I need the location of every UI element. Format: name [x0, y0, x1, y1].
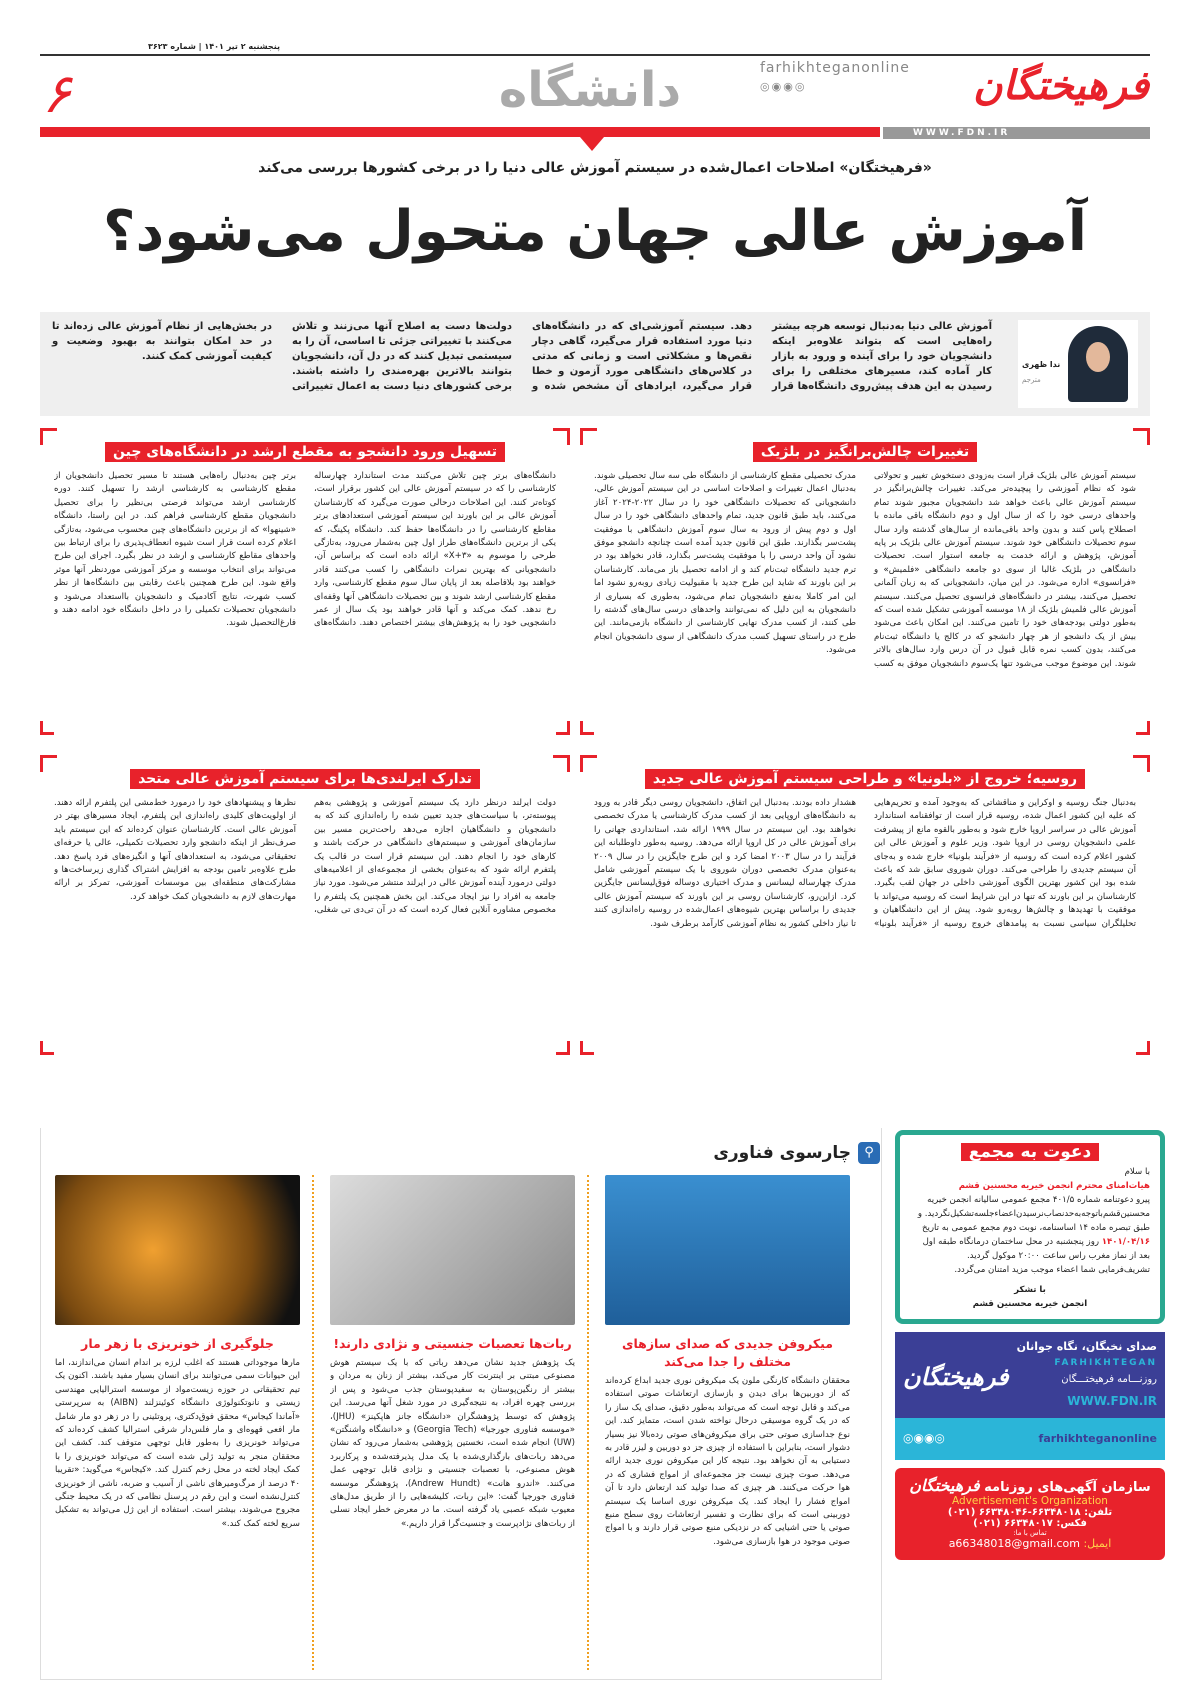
invite-addressee: هیات‌امنای محترم انجمن خیریه محسنین قشم: [958, 1181, 1150, 1191]
article-title: تغییرات چالش‌برانگیز در بلژیک: [753, 442, 977, 462]
column-divider: [312, 1175, 314, 1670]
article-russia: [580, 755, 1150, 1055]
tech-item-title: میکروفن جدیدی که صدای سازهای مختلف را جدا می‌کند: [622, 1336, 833, 1369]
article-body: به‌دنبال جنگ روسیه و اوکراین و مناقشاتی که به‌وجود آمده و تحریم‌هایی که علیه این کشور اعمال شده، روسیه قرار است از توافقنامه استاندارد آموزش عالی در سراسر اروپا خارج شود و به‌طور بالقوه مانع از پیشرفت علمی دانشجویان روسی در اروپا شود. وزیر علوم و آموزش عالی این کشور اعلام کرده است که روسیه از «فرآیند بلونیا» خارج شده و به‌جای آن سیستم جدیدی را طراحی می‌کند. دوران شوروی سابق شد که باعث شده بود این کشور بهترین الگوی آموزشی داخلی در جهان لقب بگیرد. کارشناسان بر این باورند که تنها در این شرایط است که روسیه می‌تواند با موفقیت با تهدیدها و چالش‌ها روبه‌رو شود. پیش از این دانشگاهیان و تحلیلگران سیاسی نسبت به پیامدهای خروج روسیه از «فرآیند بلونیا» هشدار داده بودند. به‌دنبال این اتفاق، دانشجویان روسی دیگر قادر به ورود به دانشگاه‌های اروپایی بعد از کسب مدرک کارشناسی یا مدرک تخصصی نخواهند بود. این سیستم در سال ۱۹۹۹ ارائه شد، استانداردی جهانی را برای آموزش عالی در کل اروپا ارائه می‌دهد. روسیه به‌طور داوطلبانه این فرآیند را در سال ۲۰۰۳ امضا کرد و این طرح جایگزین را در سال ۲۰۰۹ به‌عنوان مدرک تخصصی دوران شوروی با یک سیستم آموزشی شامل مدرک چهارساله لیسانس و مدرک اختیاری دوساله فوق‌لیسانس جایگزین کرد. ازاین‌رو، کارشناسان روسی بر این باورند که سیستم آموزش عالی جدیدی را براساس بهترین شیوه‌های اعمال‌شده در روسیه راه‌اندازی کنند تا نیاز داخلی کشور به نظام آموزشی کارآمد برطرف شود.: [594, 798, 1136, 929]
invite-title: دعوت به مجمع: [961, 1143, 1099, 1161]
agency-logo: فرهیختگان: [909, 1476, 980, 1495]
author-photo: [1068, 326, 1128, 402]
telegram-icon: ◉: [771, 80, 784, 93]
agency-fax: فکس: ۶۶۳۴۸۰۱۷ (۰۲۱): [973, 1518, 1087, 1529]
musicians-photo: [605, 1175, 850, 1325]
instagram-icon: ◎: [760, 80, 772, 93]
article-title: تسهیل ورود دانشجو به مقطع ارشد در دانشگاه‌های چین: [105, 442, 505, 462]
article-ireland: [40, 755, 570, 1055]
lead-text: آموزش عالی دنیا به‌دنبال توسعه هرچه بیشتر راه‌هایی است که بتواند علاوه‌بر اینکه دانشجویان خود را برای آینده و ورود به بازار کار آماده کند، مسیرهای مختلفی را برای رسیدن به این هدف پیش‌روی دانشگاه‌ها قرار دهد. سیستم آموزشی‌ای که در دانشگاه‌های دنیا مورد استفاده قرار می‌گیرد، گاهی دچار نقص‌ها و مشکلاتی است و زمانی که مدتی در کلاس‌های دانشگاهی مورد آزمون و خطا قرار می‌گیرد، ایرادهای آن مشخص شده و دولت‌ها دست به اصلاح آنها می‌زنند و تلاش می‌کنند با تغییراتی جزئی تا اساسی، آن را به سیستمی تبدیل کنند که در دل آن، دانشجویان بتوانند بالاترین بهره‌مندی را داشته باشند. برخی کشورهای دنیا دست به اعمال تغییراتی در بخش‌هایی از نظام آموزش عالی زده‌اند تا در حد امکان بتوانند به بهبود وضعیت و کیفیت آموزشی کمک کنند.: [52, 321, 992, 392]
invite-date: ۱۴۰۱/۰۴/۱۶: [1101, 1237, 1150, 1247]
tech-item-snake: [55, 1175, 300, 1670]
website-url: WWW.FDN.IR: [883, 127, 1150, 139]
tech-section-title: چارسوی فناوری: [713, 1143, 851, 1163]
invite-text: روز پنجشنبه در محل ساختمان درمانگاه طبقه اول بعد از نماز مغرب راس ساعت ۲۰:۰۰ موکول گردید.: [922, 1237, 1150, 1261]
tech-item-body: مارها موجوداتی هستند که اغلب لرزه بر اندام انسان می‌اندازند، اما این حیوانات سمی می‌توانند برای انسان بسیار مفید باشند. اکنون یک تیم تحقیقاتی در حوزه زیست‌مواد از موسسه استرالیایی مهندسی زیستی و نانوتکنولوژی دانشگاه کوئینزلند (AIBN) به سرپرستی «آماندا کیجاس» محقق فوق‌دکتری، پروتئینی را در زهر دو مار شامل مار افعی قهوه‌ای و مار فلس‌دار شرقی استرالیا کشف کرده‌اند که می‌تواند خونریزی را به‌طور قابل توجهی متوقف کند. کشف این محققان منجر به تولید ژلی شده است که می‌تواند خونریزی را با کمک ایجاد لخته در محل زخم کنترل کند. «کیجاس» می‌گوید: «تقریبا ۴۰ درصد از مرگ‌ومیرهای ناشی از آسیب و ضربه، ناشی از خونریزی کنترل‌نشده است و این رقم در پرسنل نظامی که در یک محیط جنگی مجروح می‌شوند، بیشتر است. استفاده از این ژل می‌تواند به تشکیل سریع لخته کمک کند.»: [55, 1358, 300, 1529]
invitation-ad: [895, 1130, 1165, 1324]
tech-item-robots: [330, 1175, 575, 1670]
ads-column: [895, 1130, 1165, 1560]
agency-english: Advertisement's Organization: [952, 1495, 1108, 1507]
promo-url: WWW.FDN.IR: [1067, 1394, 1157, 1408]
promo-handle: farhikhteganonline: [1038, 1432, 1157, 1445]
lead-box: [40, 312, 1150, 416]
header-rule: [40, 54, 1150, 56]
article-belgium: [580, 428, 1150, 735]
author-name: ندا ظهری: [1022, 360, 1061, 369]
invite-thanks: با تشکر: [1014, 1285, 1046, 1295]
snake-photo: [55, 1175, 300, 1325]
newspaper-promo-ad: [895, 1332, 1165, 1460]
promo-logo: فرهیختگان: [903, 1362, 1009, 1391]
ad-agency-box: [895, 1468, 1165, 1560]
column-divider: [587, 1175, 589, 1670]
page-number: ۶: [42, 62, 72, 125]
invite-signature: انجمن خیریه محسنین قشم: [972, 1299, 1088, 1309]
header-red-bar: [40, 127, 880, 137]
agency-title: سازمان آگهی‌های روزنامه: [984, 1480, 1151, 1495]
invite-greeting: با سلام: [1124, 1167, 1150, 1177]
tech-item-microphone: [605, 1175, 850, 1670]
section-title: دانشگاه: [498, 62, 682, 118]
article-body: سیستم آموزش عالی بلژیک قرار است به‌زودی دستخوش تغییر و تحولاتی شود که نظام آموزشی را پیچیده‌تر می‌کند. تغییرات چالش‌برانگیز در سیستم آموزش عالی باعث خواهد شد دانشجویان مجبور شوند تمام واحدهای درسی خود را که از سال اول و دوم دانشگاه باقی مانده با اصطلاح پاس کنند و بدون واحد باقی‌مانده از سال‌های گذشته وارد سال سوم تحصیلات دانشگاهی خود شوند. سیستم آموزش عالی بلژیک بر پایه آموزش، پژوهش و ارائه خدمت به جامعه استوار است. تحصیلات دانشگاهی در بلژیک غالبا از سوی دو جامعه دانشگاهی «فلمیش» و «فرانسوی» اداره می‌شود. در این میان، دانشجویانی که به زبان آلمانی تحصیل می‌کنند، بیشتر در دانشگاه‌های فرانسوی تحصیل می‌کنند. سیستم آموزش عالی فلمیش بلژیک از ۱۸ موسسه آموزشی تشکیل شده است که به‌طور دولتی بودجه‌های خود را تامین می‌کنند. این امکان باعث می‌شود بیش از یک دانشجو از هر چهار دانشجو که در کالج یا دانشگاه ثبت‌نام می‌کنند، بدون کسب نمره قابل قبول در آن درس وارد سال‌های بالاتر شوند. این موضوع موجب می‌شود تنها یک‌سوم دانشجویان موفق به کسب مدرک تحصیلی مقطع کارشناسی از دانشگاه طی سه سال تحصیلی شوند. به‌دنبال اعمال تغییرات و اصلاحات اساسی در این سیستم آموزش عالی، دانشجویانی که تحصیلات دانشگاهی خود را در سال ۲۰۲۲-۲۰۲۴ آغاز می‌کنند، باید طبق قانون جدید، تمام واحدهای دانشگاهی خود را در سال اول و دوم پیش از ورود به سال سوم آموزش دانشگاهی با موفقیت پشت‌سر بگذارند. طبق این قانون جدید آمده است چنانچه دانشجو موفق نشود آن واحد درسی را با موفقیت پشت‌سر بگذارد، قادر نخواهد بود در ترم جدید دانشگاه ثبت‌نام کند و از ادامه تحصیل باز می‌ماند. کارشناسان بر این باورند که شاید این طرح جدید با مقبولیت زیادی روبه‌رو نشود اما این امر کاملا به‌نفع دانشجویان تمام می‌شود، به‌طوری که بسیاری از دانشجویان به این دلیل که نمی‌توانند واحدهای درسی سال‌های گذشته را طی کنند، از کسب مدرک نهایی کارشناسی از دانشگاه بازمی‌مانند. این طرح در راستای تسهیل کسب مدرک دانشگاهی از سوی دانشجویان انجام می‌شود.: [594, 471, 1136, 669]
site-handle: farhikhteganonline: [760, 60, 910, 76]
article-title: روسیه؛ خروج از «بلونیا» و طراحی سیستم آموزش عالی جدید: [645, 769, 1085, 789]
tech-item-body: محققان دانشگاه کارنگی ملون یک میکروفن نوری جدید ابداع کرده‌اند که از دوربین‌ها برای دیدن و بازسازی ارتعاشات صوتی استفاده می‌کند و قابل توجه است که می‌تواند به‌طور دقیق، صدای یک ساز را که در یک گروه موسیقی درحال نواخته شدن است، متمایز کند. این نوع جداسازی صوتی حتی برای میکروفن‌های صوتی رده‌بالا نیز بسیار دشوار است، بنابراین با استفاده از چیزی جز دو دوربین و لیزر قادر به دستیابی به آن نخواهد بود. نتیجه کار این میکروفن نوری جدید ارائه می‌دهد. صوت چیزی نیست جز مجموعه‌ای از امواج فشاری که در هوا حرکت می‌کنند. هر چیزی که صدا تولید کند ارتعاش دارد تا آن امواج فشار را ایجاد کند. یک میکروفن نوری اساسا یک سیستم دوربینی است که برای نظارت و تفسیر ارتعاشات روی سطح منبع صوتی یا حتی اشیایی که در نزدیکی منبع صوتی قرار دارند و با امواج صوتی موجود در هوا بازسازی می‌شود.: [605, 1376, 850, 1547]
email-label: ایمیل:: [1083, 1537, 1112, 1550]
robot-photo: [330, 1175, 575, 1325]
agency-phone: تلفن: ۶۶۳۴۸۰۱۸-۶۶۳۴۸۰۴۶ (۰۲۱): [947, 1507, 1113, 1518]
agency-email[interactable]: a66348018@gmail.com: [948, 1537, 1080, 1550]
issue-date: پنجشنبه ۲ تیر ۱۴۰۱ | شماره ۳۶۲۳: [148, 42, 280, 51]
kicker: «فرهیختگان» اصلاحات اعمال‌شده در سیستم آموزش عالی دنیا را در برخی کشورها بررسی می‌کند: [258, 160, 932, 176]
promo-slogan: صدای نخبگان، نگاه جوانان: [1016, 1340, 1157, 1353]
main-headline: آموزش عالی جهان متحول می‌شود؟: [103, 199, 1087, 264]
social-icons: [760, 80, 806, 93]
promo-brand-en: FARHIKHTEGAN: [1054, 1358, 1157, 1368]
tech-item-body: یک پژوهش جدید نشان می‌دهد رباتی که با یک سیستم هوش مصنوعی مبتنی بر اینترنت کار می‌کند، بیشتر از زنان به مردان و بیشتر از رنگین‌پوستان به سفیدپوستان جذب می‌شود و پس از بررسی چهره افراد، به نتیجه‌گیری در مورد شغل آنها می‌رسد. این پژوهش که توسط پژوهشگران «دانشگاه جانز هاپکینز» (JHU)، «موسسه فناوری جورجیا» (Georgia Tech) و «دانشگاه واشنگتن» (UW) انجام شده است، نخستین پژوهشی به‌شمار می‌رود که نشان می‌دهد ربات‌های بارگذاری‌شده با یک مدل پذیرفته‌شده و پرکاربرد هوش مصنوعی، با تعصبات جنسیتی و نژادی قابل توجهی عمل می‌کنند. «اندرو هانت» (Andrew Hundt)، پژوهشگر موسسه فناوری جورجیا گفت: «این ربات، کلیشه‌هایی را از طریق مدل‌های معیوب شبکه عصبی یاد گرفته است. ما در معرض خطر ایجاد نسلی از ربات‌های نژادپرست و جنسیت‌گرا قرار داریم.»: [330, 1358, 575, 1529]
newspaper-logo: فرهیختگان: [973, 62, 1149, 109]
tech-item-title: ربات‌ها تعصبات جنسیتی و نژادی دارند!: [333, 1336, 572, 1351]
eitaa-icon: ◎: [794, 80, 807, 93]
article-body: دولت ایرلند درنظر دارد یک سیستم آموزشی و پژوهشی به‌هم پیوسته‌تر، با سیاست‌های جدید تعیین شده را راه‌اندازی کند که به دانشجویان و دانشگاهیان اجازه می‌دهد راحت‌ترین مسیر بین سازمان‌های آموزشی و سیستم‌های دانشگاهی در حرکت باشند و کارهای خود را انجام دهند. این سیستم قرار است در قالب یک پلتفرم ارائه شود که به‌عنوان بخشی از مجموعه‌ای از اعلامیه‌های دولتی درمورد آینده آموزش عالی در ایرلند منتشر می‌شود. مورد نیاز جامعه به افراد را نیز ایجاد می‌کند. این بخش همچنین یک پلتفرم را مخصوص مشاوره آنلاین فعال کرده است که در آن تی‌دی تی شغلی، نظرها و پیشنهادهای خود را درمورد خط‌مشی این پلتفرم ارائه دهند. از اولویت‌های کلیدی راه‌اندازی این پلتفرم، ایجاد مسیرهای بهتر در آموزش عالی است. کارشناسان عنوان کرده‌اند که این سیستم باید صرف‌نظر از اینکه دانشجو وارد تحصیلات تکمیلی، عالی یا حرفه‌ای تحقیقاتی می‌شود، به استعدادهای آنها و انگیزه‌های فرد پاسخ دهد. طرح علاوه‌بر تامین بودجه به افزایش اشتراک گذاری زیرساخت‌ها و مشارکت‌های منطقه‌ای بین موسسات آموزشی، تمرکز بر ارائه مهارت‌های لازم به دانشجویان کمک خواهد کرد.: [54, 798, 556, 916]
promo-social-icons: ◎◉◉◎: [903, 1431, 945, 1445]
promo-brand-fa: روزنـــامه فرهیختـــگان: [1061, 1374, 1157, 1385]
twitter-icon: ◉: [783, 80, 795, 93]
header-pointer: [580, 137, 604, 151]
magnifier-icon: ⚲: [858, 1142, 880, 1164]
author-role: مترجم: [1022, 376, 1041, 384]
author-card: [1018, 320, 1138, 408]
invite-closing: تشریف‌فرمایی شما اعضاء موجب مزید امتنان می‌گردد.: [954, 1265, 1150, 1275]
article-title: تدارک ایرلندی‌ها برای سیستم آموزش عالی متحد: [130, 769, 480, 789]
article-china: [40, 428, 570, 735]
article-body: دانشگاه‌های برتر چین تلاش می‌کنند مدت استاندارد چهارساله کارشناسی را که در سیستم آموزش عالی این کشور برقرار است، کوتاه‌تر کنند. این اصلاحات درحالی صورت می‌گیرد که کارشناسان آموزش عالی بر این باورند این سیستم آموزشی استعدادهای برتر مقاطع کارشناسی را در دانشگاه‌ها حفظ کند. دانشگاه پکینگ، که یکی از برترین دانشگاه‌های طراز اول چین به‌شمار می‌رود، به‌تازگی طرحی را موسوم به «۳+X» ارائه داده است که براساس آن، دانشجویانی که بهترین نمرات دانشگاهی را کسب می‌کنند قادر خواهند بود بلافاصله بعد از پایان سال سوم مقطع کارشناسی، وارد مقطع کارشناسی ارشد شوند و بین تحصیلات دانشگاهی آنها وقفه‌ای رخ ندهد. کمک می‌کند و آنها قادر خواهند بود یک سال از عمر دانشجویی خود را به پژوهش‌های بیشتر اختصاص دهند. دانشگاه‌های برتر چین به‌دنبال راه‌هایی هستند تا مسیر تحصیل دانشجویان از مقطع کارشناسی به کارشناسی ارشد را تسهیل کنند. دوره کارشناسی ارشد می‌تواند فرصتی بی‌نظیر را برای تحصیل دانشجویان مقطع کارشناسی فراهم کند. در این راستا، دانشگاه «شینهوا» که از برترین دانشگاه‌های چین محسوب می‌شود، به‌تازگی اعلام کرده است قرار است شیوه انعطاف‌پذیری را برای ارتباط بین واحدهای مقاطع کارشناسی و ارشد در نظر بگیرد. اجرای این طرح می‌تواند برای انتخاب موسسه و مرکز آموزشی موردنظر آنها موثر واقع شود. این طرح همچنین باعث رقابتی بین دانشگاه‌ها از نظر کسب شهرت، نتایج آکادمیک و دانشجویان بااستعداد می‌شود و دانشجویان تحصیلات تکمیلی را در داخل دانشگاه خود ادامه دهند و فارغ‌التحصیل شوند.: [54, 471, 556, 629]
invite-text: پیرو دعوتنامه شماره ۴۰۱/۵ مجمع عمومی سالیانه انجمن خیریه محسنین‌قشم‌باتوجه‌به‌حدنصاب‌نرسیدن‌اعضاء‌جلسه‌تشکیل‌نگردید. و طبق تبصره ماده ۱۴ اساسنامه، نوبت دوم مجمع عمومی به تاریخ: [917, 1195, 1150, 1233]
agency-contact: تماس با ما:: [1013, 1529, 1047, 1537]
tech-item-title: جلوگیری از خونریزی با زهر مار: [81, 1336, 274, 1351]
